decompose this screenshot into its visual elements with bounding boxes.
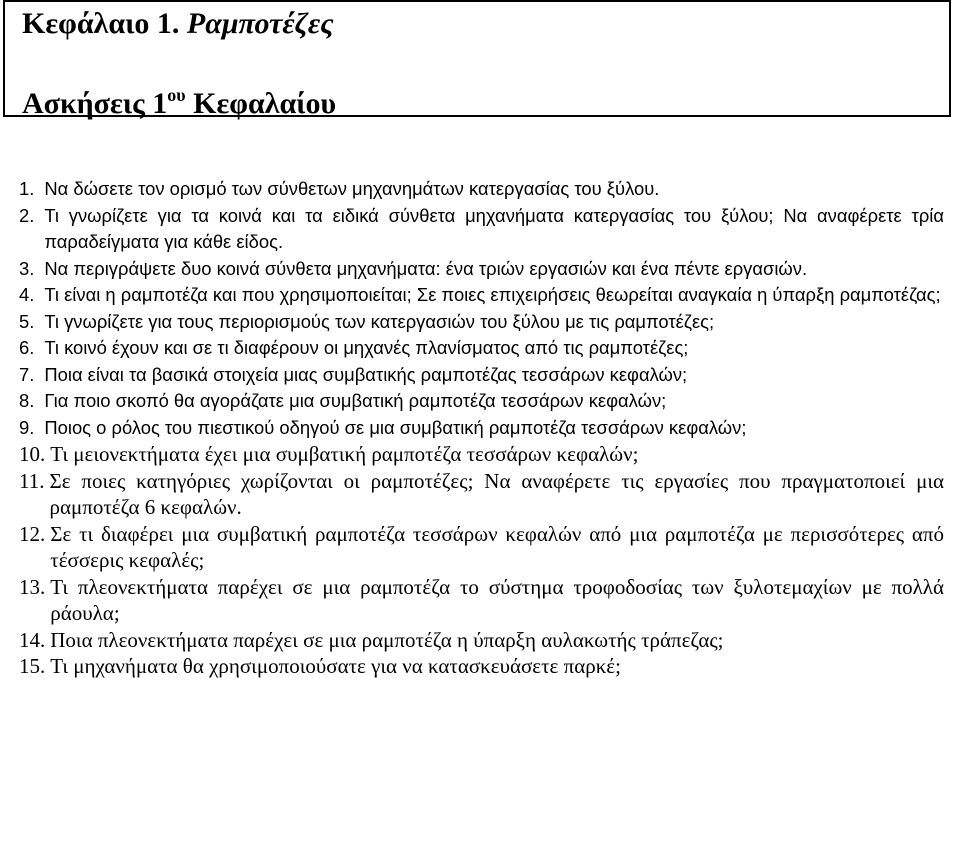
- chapter-title: [22, 4, 334, 44]
- chapter-header-box: [3, 0, 951, 120]
- question-item: [19, 468, 944, 521]
- question-text: Τι είναι η ραμποτέζα και που χρησιμοποιείται; Σε ποιες επιχειρήσεις θεωρείται αναγκαία η ύπαρξη ραμποτέζας;: [44, 284, 941, 305]
- question-number: 14.: [19, 627, 46, 652]
- question-text: Ποια πλεονεκτήματα παρέχει σε μια ραμποτέζα η ύπαρξη αυλακωτής τράπεζας;: [50, 627, 724, 652]
- question-text: Τι κοινό έχουν και σε τι διαφέρουν οι μηχανές πλανίσματος από τις ραμποτέζες;: [44, 337, 689, 358]
- question-item: [19, 441, 944, 468]
- question-item: [19, 388, 944, 415]
- question-item: [19, 415, 944, 442]
- question-text: Σε τι διαφέρει μια συμβατική ραμποτέζα τεσσάρων κεφαλών από μια ραμποτέζα με περισσότερες από τέσσερις κεφαλές;: [50, 521, 944, 572]
- question-item: [19, 309, 944, 336]
- question-text: Ποια είναι τα βασικά στοιχεία μιας συμβατικής ραμποτέζας τεσσάρων κεφαλών;: [44, 363, 688, 385]
- question-text: Τι πλεονεκτήματα παρέχει σε μια ραμποτέζα το σύστημα τροφοδοσίας των ξυλοτεμαχίων με πολλά ράουλα;: [50, 574, 944, 625]
- question-number: 13.: [19, 574, 46, 599]
- question-text: Ποιος ο ρόλος του πιεστικού οδηγού σε μια συμβατική ραμποτέζα τεσσάρων κεφαλών;: [44, 416, 747, 438]
- question-text: Τι μηχανήματα θα χρησιμοποιούσατε για να κατασκευάσετε παρκέ;: [50, 654, 621, 678]
- exercises-suffix: Κεφαλαίου: [193, 87, 337, 120]
- question-number: 2.: [19, 204, 35, 226]
- question-number: 15.: [19, 654, 46, 678]
- question-item: [19, 176, 944, 203]
- question-number: 12.: [19, 521, 46, 546]
- question-item: [19, 203, 944, 256]
- question-number: 10.: [19, 442, 46, 466]
- question-item: [19, 282, 944, 309]
- question-text: Να δώσετε τον ορισμό των σύνθετων μηχανημάτων κατεργασίας του ξύλου.: [44, 178, 660, 199]
- question-number: 8.: [19, 390, 35, 411]
- question-number: 11.: [19, 468, 45, 493]
- question-number: 5.: [19, 310, 35, 332]
- exercises-title: [22, 84, 336, 124]
- question-item: [19, 521, 944, 574]
- question-item: [19, 335, 944, 362]
- question-number: 1.: [19, 178, 35, 199]
- question-text: Για ποιο σκοπό θα αγοράζατε μια συμβατική ραμποτέζα τεσσάρων κεφαλών;: [44, 390, 667, 411]
- question-item: [19, 362, 944, 389]
- question-text: Τι μειονεκτήματα έχει μια συμβατική ραμποτέζα τεσσάρων κεφαλών;: [50, 442, 639, 466]
- question-text: Τι γνωρίζετε για τους περιορισμούς των κατεργασιών του ξύλου με τις ραμποτέζες;: [44, 310, 715, 332]
- question-text: Τι γνωρίζετε για τα κοινά και τα ειδικά σύνθετα μηχανήματα κατεργασίας του ξύλου; Να αναφέρετε τρία παραδείγματα για κάθε είδος.: [44, 204, 944, 252]
- question-number: 6.: [19, 337, 35, 358]
- question-item: [19, 627, 944, 654]
- question-number: 9.: [19, 416, 35, 438]
- question-number: 3.: [19, 257, 35, 279]
- exercises-ordinal-suffix: ου: [167, 85, 186, 105]
- chapter-prefix: Κεφάλαιο 1.: [22, 7, 180, 40]
- question-number: 7.: [19, 363, 35, 385]
- question-item: [19, 574, 944, 627]
- chapter-subject: Ραμποτέζες: [186, 7, 334, 40]
- question-item: [19, 653, 944, 680]
- question-text: Σε ποιες κατηγόριες χωρίζονται οι ραμποτέζες; Να αναφέρετε τις εργασίες που πραγματοποιεί μια ραμποτέζα 6 κεφαλών.: [49, 468, 944, 519]
- question-text: Να περιγράψετε δυο κοινά σύνθετα μηχανήματα: ένα τριών εργασιών και ένα πέντε εργασιών.: [44, 257, 808, 279]
- question-item: [19, 256, 944, 283]
- question-number: 4.: [19, 284, 35, 305]
- exercises-word: Ασκήσεις 1: [22, 87, 168, 120]
- questions-list: [19, 176, 944, 680]
